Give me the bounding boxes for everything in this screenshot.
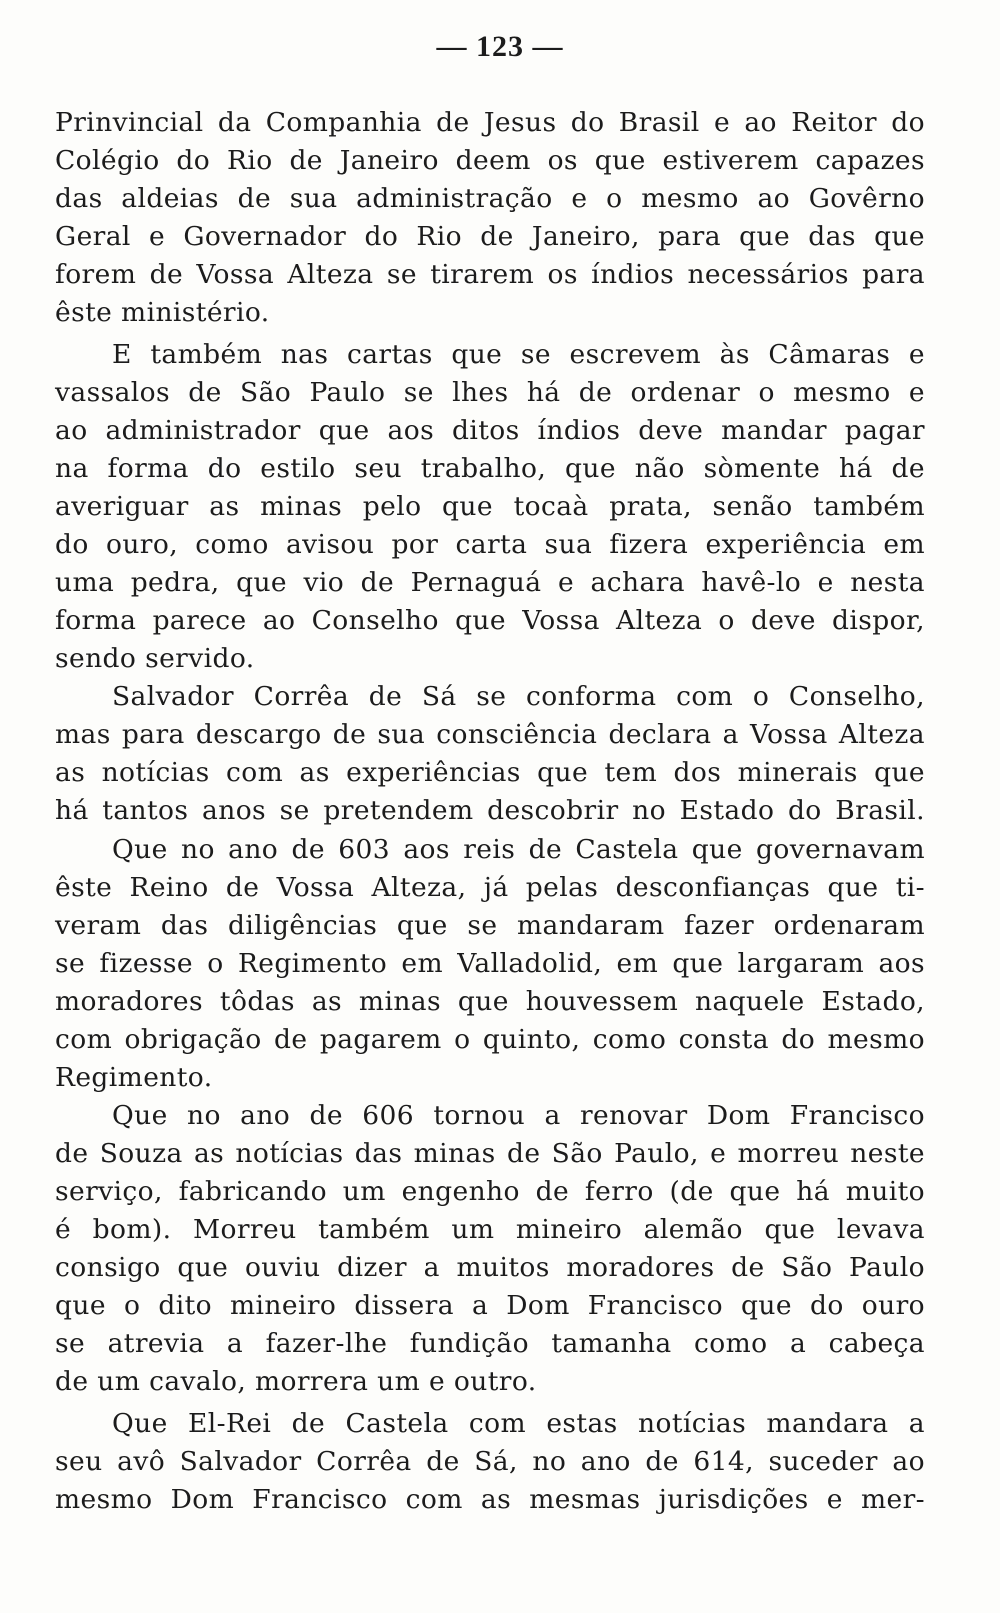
text-line: seu avô Salvador Corrêa de Sá, no ano de 614, suceder ao: [55, 1446, 925, 1477]
text-line: Colégio do Rio de Janeiro deem os que estiverem capazes: [55, 145, 925, 176]
text-line: Regimento.: [55, 1062, 213, 1093]
text-line: averiguar as minas pelo que tocaà prata, senão também: [55, 491, 925, 522]
text-line: que o dito mineiro dissera a Dom Francisco que do ouro: [55, 1290, 925, 1321]
text-line: Que El-Rei de Castela com estas notícias mandara a: [112, 1408, 925, 1439]
text-line: forma parece ao Conselho que Vossa Alteza o deve dispor,: [55, 605, 925, 636]
text-line: uma pedra, que vio de Pernaguá e achara havê-lo e nesta: [55, 567, 925, 598]
text-line: êste ministério.: [55, 297, 270, 328]
text-line: há tantos anos se pretendem descobrir no Estado do Brasil.: [55, 795, 925, 826]
page-number: — 123 —: [436, 30, 564, 63]
text-line: com obrigação de pagarem o quinto, como consta do mesmo: [55, 1024, 925, 1055]
text-line: das aldeias de sua administração e o mesmo ao Govêrno: [55, 183, 925, 214]
text-line: mesmo Dom Francisco com as mesmas jurisdições e mer-: [55, 1484, 925, 1515]
text-line: na forma do estilo seu trabalho, que não sòmente há de: [55, 453, 925, 484]
text-line: mas para descargo de sua consciência declara a Vossa Alteza: [55, 719, 925, 750]
text-line: Que no ano de 603 aos reis de Castela que governavam: [112, 834, 925, 865]
text-line: ao administrador que aos ditos índios deve mandar pagar: [55, 415, 925, 446]
text-line: sendo servido.: [55, 643, 255, 674]
text-line: se fizesse o Regimento em Valladolid, em que largaram aos: [55, 948, 925, 979]
text-line: consigo que ouviu dizer a muitos moradores de São Paulo: [55, 1252, 925, 1283]
text-line: Geral e Governador do Rio de Janeiro, para que das que: [55, 221, 925, 252]
text-line: é bom). Morreu também um mineiro alemão que levava: [55, 1214, 925, 1245]
text-line: êste Reino de Vossa Alteza, já pelas desconfianças que ti-: [55, 872, 925, 903]
text-line: Salvador Corrêa de Sá se conforma com o Conselho,: [112, 681, 925, 712]
text-line: forem de Vossa Alteza se tirarem os índios necessários para: [55, 259, 925, 290]
text-line: de um cavalo, morrera um e outro.: [55, 1366, 537, 1397]
text-line: veram das diligências que se mandaram fazer ordenaram: [55, 910, 925, 941]
text-line: moradores tôdas as minas que houvessem naquele Estado,: [55, 986, 925, 1017]
text-line: Que no ano de 606 tornou a renovar Dom Francisco: [112, 1100, 925, 1131]
text-line: vassalos de São Paulo se lhes há de ordenar o mesmo e: [55, 377, 925, 408]
text-line: serviço, fabricando um engenho de ferro (de que há muito: [55, 1176, 925, 1207]
text-line: E também nas cartas que se escrevem às Câmaras e: [112, 339, 925, 370]
text-line: Prinvincial da Companhia de Jesus do Brasil e ao Reitor do: [55, 107, 925, 138]
text-line: se atrevia a fazer-lhe fundição tamanha como a cabeça: [55, 1328, 925, 1359]
text-line: do ouro, como avisou por carta sua fizera experiência em: [55, 529, 925, 560]
text-line: de Souza as notícias das minas de São Paulo, e morreu neste: [55, 1138, 925, 1169]
text-line: as notícias com as experiências que tem dos minerais que: [55, 757, 925, 788]
